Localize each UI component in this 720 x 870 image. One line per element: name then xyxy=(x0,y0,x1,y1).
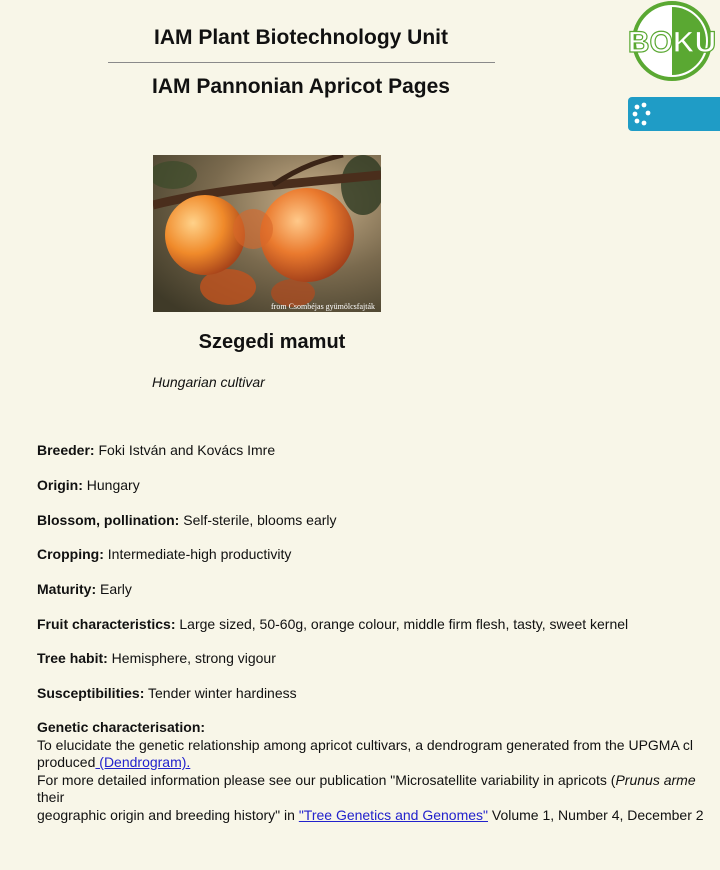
genetic-label: Genetic characterisation: xyxy=(37,719,206,735)
species-name: Prunus arme xyxy=(615,771,696,788)
fact-value: Large sized, 50-60g, orange colour, middle firm flesh, tasty, sweet kernel xyxy=(175,616,629,632)
journal-link[interactable]: "Tree Genetics and Genomes" xyxy=(298,806,488,823)
fact-cropping xyxy=(37,546,291,562)
fact-label: Cropping: xyxy=(37,546,104,562)
fact-label: Maturity: xyxy=(37,581,97,597)
fact-label: Susceptibilities: xyxy=(37,685,145,701)
site-title: IAM Plant Biotechnology Unit xyxy=(154,26,448,49)
genetic-text-line: geographic origin and breeding history" in xyxy=(37,806,299,823)
fact-origin xyxy=(37,477,140,493)
genetic-text-line: For more detailed information please see our publication "Microsatellite variability in apricots ( xyxy=(37,771,616,788)
fact-label: Tree habit: xyxy=(37,650,108,666)
apricot-illustration xyxy=(153,155,381,312)
genetic-characterisation xyxy=(37,719,720,824)
fact-value: Hemisphere, strong vigour xyxy=(107,650,276,666)
fact-label: Blossom, pollination: xyxy=(37,512,180,528)
genetic-text-line: their xyxy=(37,789,65,805)
fact-maturity xyxy=(37,581,132,597)
fact-fruit-characteristics xyxy=(37,616,628,632)
cultivar-name: Szegedi mamut xyxy=(198,331,346,353)
boku-logo[interactable] xyxy=(627,0,717,82)
fact-value: Early xyxy=(96,581,132,597)
fact-susceptibilities xyxy=(37,685,297,701)
site-subtitle: IAM Pannonian Apricot Pages xyxy=(152,75,450,98)
navigation-bar[interactable] xyxy=(628,97,720,131)
genetic-text-line: produced xyxy=(37,754,96,770)
cultivar-origin-note: Hungarian cultivar xyxy=(152,374,265,390)
fact-value: Tender winter hardiness xyxy=(144,685,297,701)
fact-breeder xyxy=(37,442,275,458)
fact-value: Intermediate-high productivity xyxy=(103,546,292,562)
fact-value: Self-sterile, blooms early xyxy=(179,512,337,528)
fact-label: Breeder: xyxy=(37,442,95,458)
genetic-text-line: To elucidate the genetic relationship among apricot cultivars, a dendrogram generated from the UPGMA cl xyxy=(37,736,694,753)
dots-icon xyxy=(628,97,658,131)
logo-text: BOKU xyxy=(627,26,717,59)
fact-tree-habit xyxy=(37,650,276,666)
header-divider xyxy=(108,62,495,63)
fact-value: Hungary xyxy=(82,477,140,493)
apricot-photo xyxy=(153,155,381,312)
dendrogram-link[interactable]: (Dendrogram). xyxy=(95,754,191,770)
genetic-text-line: Volume 1, Number 4, December 2 xyxy=(488,806,704,823)
fact-value: Foki István and Kovács Imre xyxy=(94,442,276,458)
fact-label: Origin: xyxy=(37,477,83,493)
fact-label: Fruit characteristics: xyxy=(37,616,176,632)
photo-credit: from Csombéjas gyümölcsfajták xyxy=(271,302,375,311)
fact-blossom-pollination xyxy=(37,512,337,528)
